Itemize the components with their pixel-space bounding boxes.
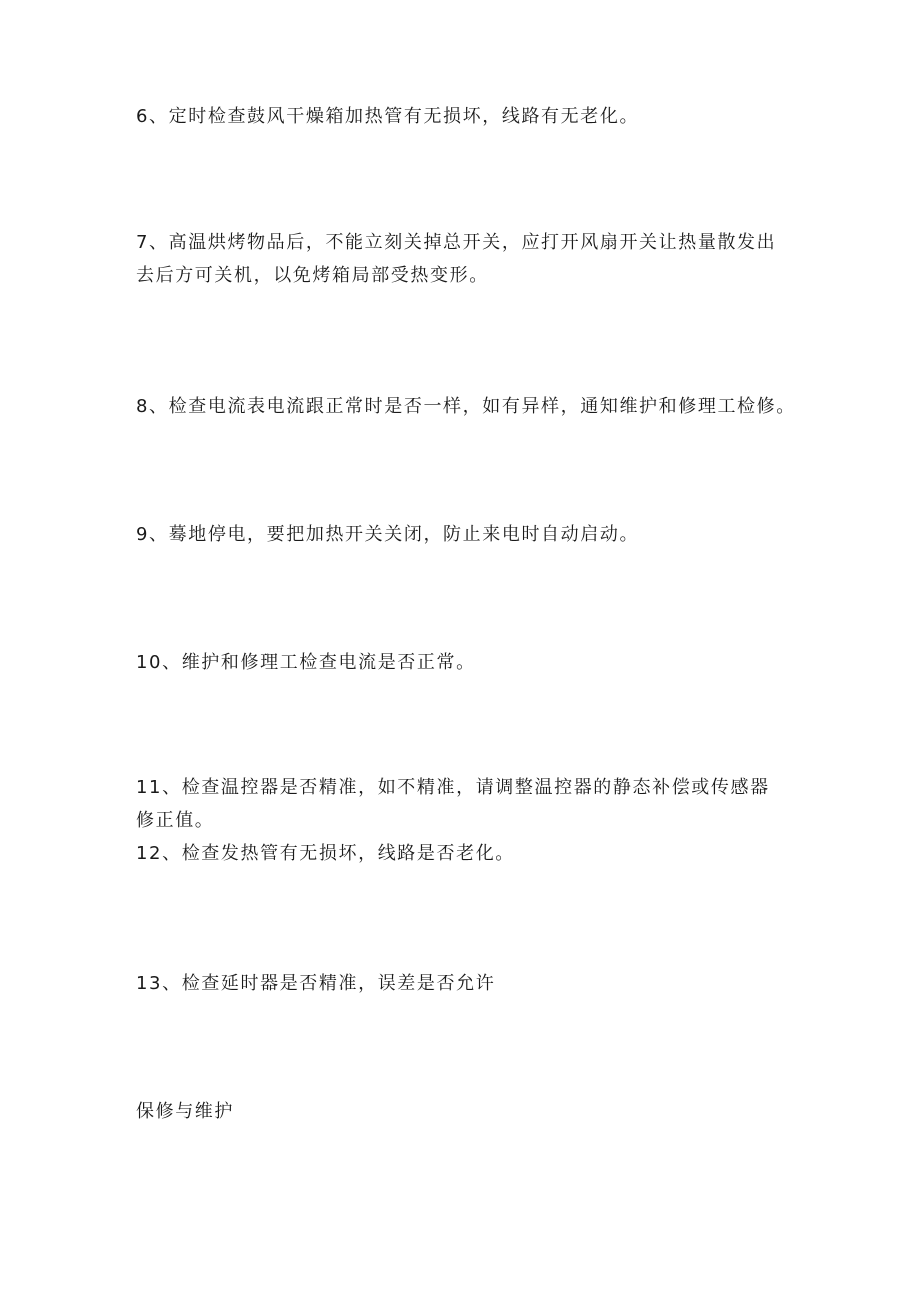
paragraph-item-10 (136, 646, 816, 679)
paragraph-line: 8、检查电流表电流跟正常时是否一样，如有异样，通知维护和修理工检修。 (136, 396, 796, 417)
paragraph-item-12 (136, 837, 816, 870)
paragraph-item-11 (136, 771, 816, 837)
section-heading-text: 保修与维护 (136, 1101, 234, 1122)
paragraph-item-13 (136, 967, 816, 1000)
paragraph-line: 修正值。 (136, 810, 215, 831)
paragraph-item-7 (136, 226, 816, 292)
section-heading (136, 1095, 816, 1128)
paragraph-line: 9、蓦地停电，要把加热开关关闭，防止来电时自动启动。 (136, 524, 640, 545)
paragraph-item-8 (136, 390, 816, 423)
paragraph-item-6 (136, 100, 816, 133)
paragraph-item-9 (136, 518, 816, 551)
paragraph-line: 6、定时检查鼓风干燥箱加热管有无损坏，线路有无老化。 (136, 106, 640, 127)
paragraph-line: 11、检查温控器是否精准，如不精准，请调整温控器的静态补偿或传感器 (136, 777, 770, 798)
paragraph-line: 10、维护和修理工检查电流是否正常。 (136, 652, 476, 673)
paragraph-line: 12、检查发热管有无损坏，线路是否老化。 (136, 843, 515, 864)
paragraph-line: 13、检查延时器是否精准，误差是否允许 (136, 973, 496, 994)
paragraph-line: 7、高温烘烤物品后，不能立刻关掉总开关，应打开风扇开关让热量散发出 (136, 232, 777, 253)
paragraph-line: 去后方可关机，以免烤箱局部受热变形。 (136, 265, 489, 286)
